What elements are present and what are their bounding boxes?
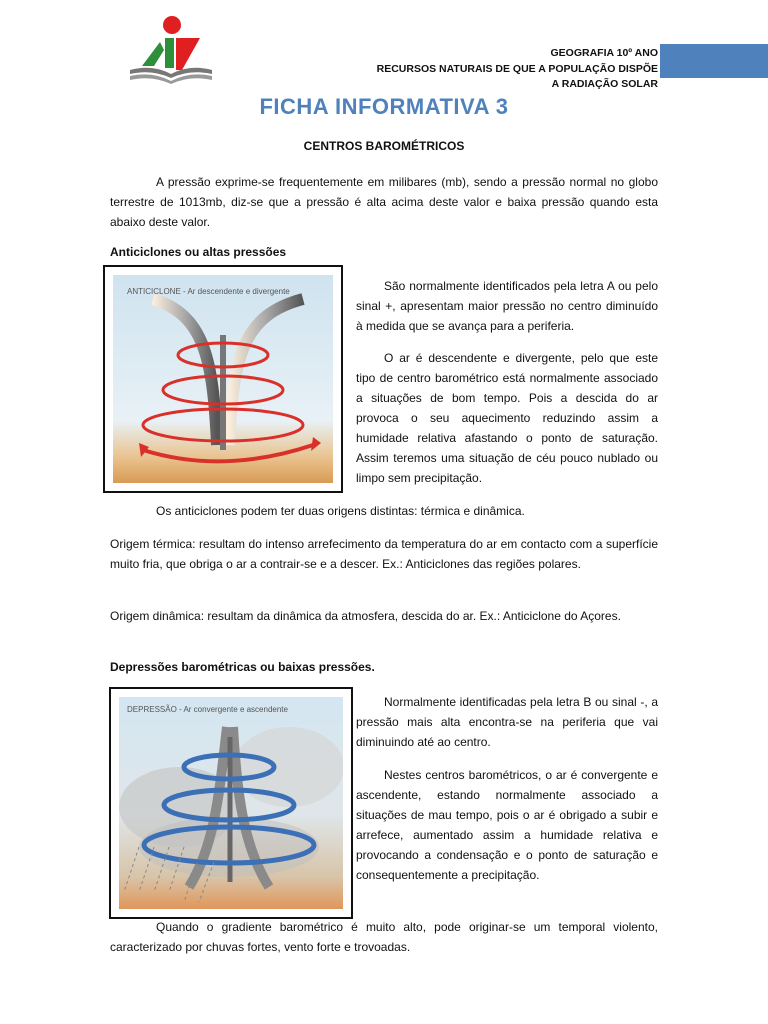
dynamic-origin-paragraph: Origem dinâmica: resultam da dinâmica da atmosfera, descida do ar. Ex.: Anticiclone do Açores. [110,609,621,623]
school-logo [124,14,218,88]
depression-figure [109,687,353,919]
header-subtopic: A RADIAÇÃO SOLAR [551,78,658,90]
depression-figure-caption: DEPRESSÃO - Ar convergente e ascendente [127,705,288,714]
anticyclone-origins: Os anticiclones podem ter duas origens distintas: térmica e dinâmica. [156,504,525,518]
anticyclone-figure [103,265,343,493]
header-accent-bar [660,44,768,78]
header-subject: GEOGRAFIA 10º ANO [550,47,658,59]
header-topic: RECURSOS NATURAIS DE QUE A POPULAÇÃO DISPÕE [376,62,658,75]
depression-paragraph-2: Nestes centros barométricos, o ar é convergente e ascendente, estando normalmente associado a situações de mau tempo, pois o ar é obrigado a subir e arrefece, aumentado assim a humidade relativa e provocando a condensação e o ponto de saturação e consequentemente a precipitação. [356,768,658,882]
anticyclone-diagram-icon [113,275,333,483]
thermal-origin-paragraph: Origem térmica: resultam do intenso arrefecimento da temperatura do ar em contacto com a superfície muito fria, que obriga o ar a contrair-se e a descer. Ex.: Anticiclones das regiões polares. [110,537,658,571]
depression-paragraph-1: Normalmente identificadas pela letra B ou sinal -, a pressão mais alta encontra-se na periferia que vai diminuindo até ao centro. [356,695,658,749]
anticyclone-paragraph-2: O ar é descendente e divergente, pelo que este tipo de centro barométrico está normalmente associado a situações de bom tempo. Pois a descida do ar provoca o seu aquecimento reduzindo assim a humidade relativa afastando o ponto de saturação. Assim teremos uma situação de céu pouco nublado ou limpo sem precipitação. [356,351,658,485]
depression-paragraph-3: Quando o gradiente barométrico é muito alto, pode originar-se um temporal violento, caracterizado por chuvas fortes, vento forte e trovoadas. [110,920,658,954]
depression-heading: Depressões barométricas ou baixas pressões. [110,660,375,674]
anticyclone-paragraph-1: São normalmente identificados pela letra A ou pelo sinal +, apresentam maior pressão no centro diminuído à medida que se avança para a periferia. [356,279,658,333]
section-title: CENTROS BAROMÉTRICOS [303,139,465,153]
anticyclone-figure-caption: ANTICICLONE - Ar descendente e divergente [127,287,290,296]
header-text [377,46,658,93]
anticyclone-heading: Anticiclones ou altas pressões [110,245,287,259]
page-title: FICHA INFORMATIVA 3 [259,94,509,119]
depression-diagram-icon [119,697,343,909]
intro-paragraph: A pressão exprime-se frequentemente em milibares (mb), sendo a pressão normal no globo terrestre de 1013mb, diz-se que a pressão é alta acima deste valor e baixa pressão quando esta abaixo deste valor. [110,175,658,229]
